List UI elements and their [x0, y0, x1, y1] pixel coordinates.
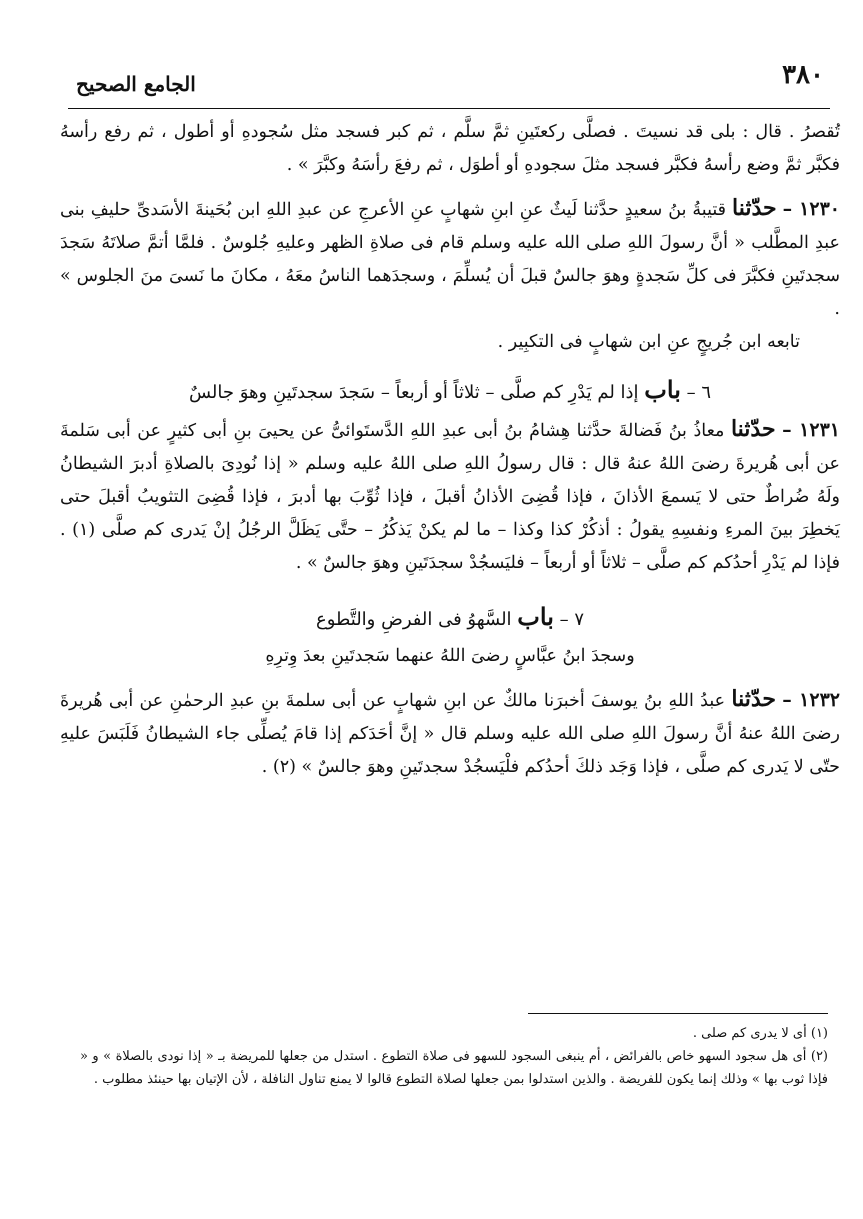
footnote-divider: [528, 1013, 828, 1014]
hadith-keyword: حدّثنا: [730, 416, 776, 442]
continued-paragraph: تُقصرُ . قال : بلى قد نسيتَ . فصلَّى ركعتَينِ ثمَّ سلَّم ، ثم كبر فسجد مثل سُجودهِ أو أطول ، ثم رفع رأسهُ فكبَّر ثمَّ وضع رأسهُ فكبَّر فسجد مثلَ سجودهِ أو أطوَل ، ثم رفعَ رأسَهُ وكبَّرَ » .: [60, 122, 840, 175]
chapter-title: السَّهوُ فى الفرضِ والتَّطوع: [315, 609, 512, 630]
hadith-keyword: حدّثنا: [731, 686, 776, 712]
hadith-number: ١٢٣٢ –: [782, 689, 840, 711]
hadith-text: عبدُ اللهِ بنُ يوسفَ أخبرَنا مالكٌ عن ابنِ شهابٍ عن أبى سلمةَ بنِ عبدِ الرحمٰنِ عن أبى هُريرةَ رضىَ اللهُ عنهُ أنَّ رسولَ اللهِ صلى الله عليه وسلم قال « إنَّ أحَدَكم إذا قامَ يُصلِّى جاء الشيطانُ فَلَبَسَ عليهِ حتّى لا يَدرى كم صلَّى ، فإذا وَجَد ذلكَ أحدُكم فلْيَسجُدْ سجدتَينِ وهوَ جالسٌ » (٢) .: [60, 691, 840, 777]
chapter-title: إذا لم يَدْرِ كم صلَّى – ثلاثاً أو أربعاً – سَجدَ سجدتَينِ وهوَ جالسٌ: [188, 382, 639, 403]
hadith-number: ١٢٣١ –: [782, 419, 840, 441]
chapter-keyword: باب: [644, 375, 681, 404]
hadith-keyword: حدّثنا: [732, 195, 777, 221]
page-header: [68, 58, 830, 109]
page-number: ٣٨٠: [782, 60, 824, 90]
footnote-1: (١) أى لا يدرى كم صلى .: [692, 1026, 828, 1041]
hadith-text: معاذُ بنُ فَضالةَ حدَّثنا هِشامُ بنُ أبى عبدِ اللهِ الدَّستَوائىُّ عن يحيىَ بنِ أبى كثيرٍ عن أبى سَلمةَ عن أبى هُريرةَ رضىَ اللهُ عنهُ قال : قال رسولُ اللهِ صلى اللهُ عليه وسلم « إذا نُودِىَ بالصلاةِ أدبرَ الشيطانُ ولَهُ ضُراطٌ حتى لا يَسمعَ الأذانَ ، فإذا قُضِىَ الأذانُ أقبلَ ، فإذا ثُوِّبَ بها أدبرَ ، فإذا قُضِىَ التثويبُ أقبلَ حتى يَخطِرَ بينَ المرءِ ونفسِهِ يقولُ : أذكُرْ كذا وكذا – ما لم يكنْ يَذكُرُ – حتَّى يَظَلَّ الرجُلُ إنْ يَدرى كم صلَّى (١) . فإذا لم يَدْرِ أحدُكم كم صلَّى – ثلاثاً أو أربعاً – فليَسجُدْ سجدَتَينِ وهوَ جالسٌ » .: [60, 421, 840, 573]
hadith-1230-follow: تابعه ابن جُريجٍ عنِ ابن شهابٍ فى التكبِير .: [497, 332, 800, 352]
chapter-heading-7: [60, 600, 840, 636]
hadith-1232: [60, 683, 840, 784]
chapter-heading-6: [60, 373, 840, 409]
footnotes: [80, 1013, 828, 1091]
chapter-number: ٧ –: [559, 609, 585, 630]
hadith-1231: [60, 413, 840, 580]
chapter-subtitle: وسجدَ ابنُ عبَّاسٍ رضىَ اللهُ عنهما سَجدتَينِ بعدَ وِترِهِ: [265, 646, 635, 666]
chapter-number: ٦ –: [686, 382, 712, 403]
footnote-2: (٢) أى هل سجود السهو خاص بالفرائض ، أم ينبغى السجود للسهو فى صلاة التطوع . استدل من جعلها للمريضة بـ « إذا نودى بالصلاة » و « فإذا ثوب بها » وذلك إنما يكون للفريضة . والذين استدلوا بمن جعلها لصلاة التطوع قالوا لا يمنع تناول النافلة ، لأن الإتيان بها حينئذ مطلوب .: [80, 1049, 828, 1087]
hadith-text: قتيبةُ بنُ سعيدٍ حدَّثنا لَيثٌ عنِ ابنِ شهابٍ عنِ الأعرجِ عن عبدِ اللهِ ابن بُحَينةَ الأسَدىِّ حليفِ بنى عبدِ المطَّلب « أنَّ رسولَ اللهِ صلى الله عليه وسلم قام فى صلاةِ الظهر وعليهِ جُلوسٌ . فلمَّا أتمَّ صلاتَهُ سَجدَ سجدتَينِ فكبَّرَ فى كلِّ سَجدةٍ وهوَ جالسٌ قبلَ أن يُسلِّمَ ، وسجدَهما الناسُ معَهُ ، مكانَ ما نَسىَ منَ الجلوس » .: [60, 200, 840, 319]
running-title: الجامع الصحيح: [76, 72, 196, 96]
main-text: [60, 116, 840, 784]
hadith-1230: [60, 192, 840, 326]
hadith-number: ١٢٣٠ –: [782, 198, 840, 220]
chapter-keyword: باب: [517, 602, 554, 631]
